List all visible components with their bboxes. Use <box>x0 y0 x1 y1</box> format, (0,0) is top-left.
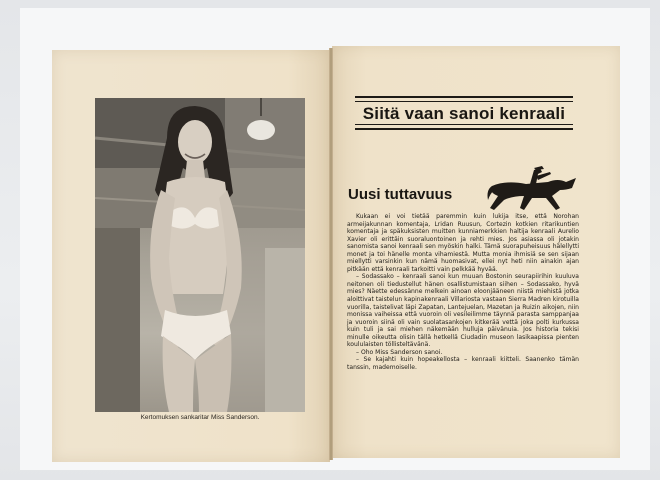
heroine-photo <box>95 98 305 412</box>
chapter-title-box <box>355 96 573 130</box>
book-gutter <box>329 48 333 460</box>
story-body-text <box>347 213 579 371</box>
paragraph: – Se kajahti kuin hopeakellosta – kenraali kiitteli. Saanenko tämän tanssin, mademoiselle. <box>347 356 579 371</box>
photo-caption: Kertomuksen sankaritar Miss Sanderson. <box>140 414 260 421</box>
horse-rider-illustration <box>486 166 578 212</box>
paragraph: – Sodassako – kenraali sanoi kun muuan Bostonin seurapiirihin kuuluva neitonen oli tiedustellut hänen osallistumistaan siihen – Sodassako, hyvä mies? Näette edessänne melkein ainoan eloonjääneen niistä miehistä jotka aloittivat taistelun kapinakenraali Villariosta vastaan Sierra Madren kirotuilla vuorilla, taistelivat läpi Zapatan, Lantejuelan, Mazetan ja Ruizin aikojen, niin monissa vaiheissa että vuoroin oli vesileilimme täynnä parasta samppanjaa ja vuoroin siinä oli vain suolatasankojen kitkerää vettä joka polti kurkussa kuin tuli ja sai miehen näkemään hulluja päivänuia. Jos historia tekisi minulle oikeutta olisin tällä hetkellä Ciudadin museon lasikaapissa pienten koululaisten töllisteltävänä. <box>347 273 579 349</box>
section-subheading: Uusi tuttavuus <box>348 186 453 203</box>
paragraph: Kukaan ei voi tietää paremmin kuin lukija itse, että Norohan armeijakunnan komentaja, Lridan Ruusun, Cortezin kotkien ritarikuntien komentaja ja späkuksisten muitten kunniamerkkien haltija kenraali Aurelio Xavier oli erittäin suoraluontoinen ja rehti mies. Jos asiassa oli jotakin sanomista sanoi kenraali sen myöskin halki. Tämä suorapuheisuus hälellytti monet ja toi hänelle monta vihamiestä. Mutta monia ihmisiä se sen sijaan miellytti varsinkin kun nämä huomasivat, ellei nyt heti niin ainakin ajan pitkään että kenraali tarkoitti vain pelkkää hyvää. <box>347 213 579 273</box>
chapter-title: Siitä vaan sanoi kenraali <box>362 104 566 123</box>
paragraph: – Oho Miss Sanderson sanoi. <box>356 348 443 356</box>
